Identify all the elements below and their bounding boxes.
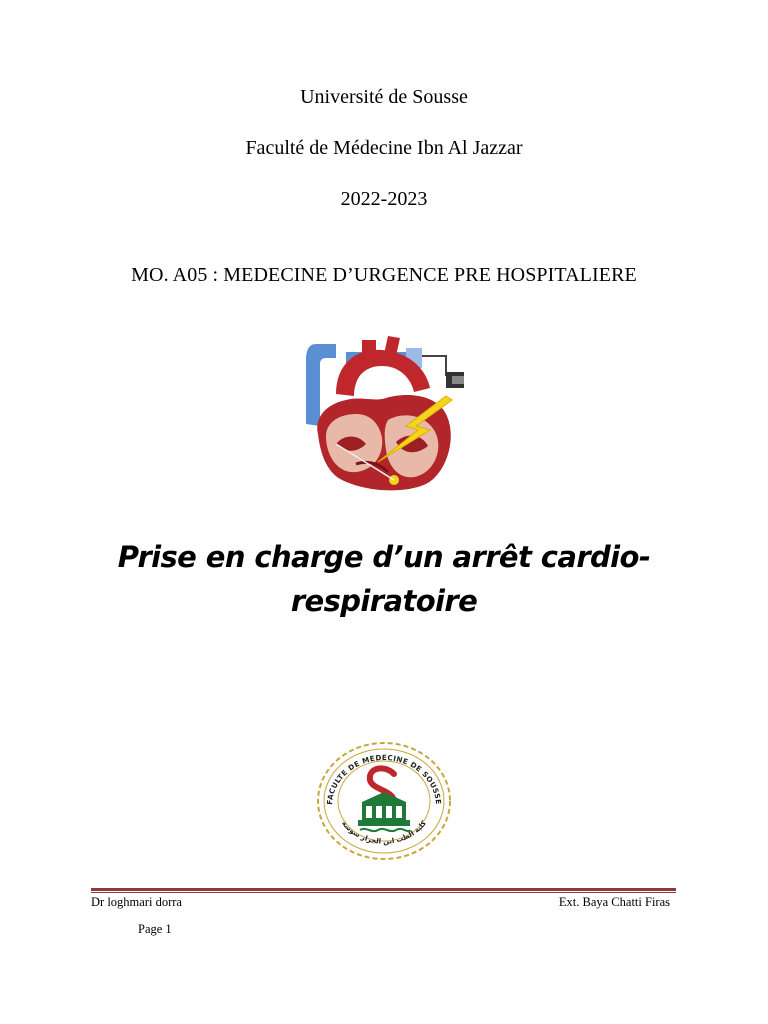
title-line-2: respiratoire xyxy=(290,584,478,618)
title-line-1: Prise en charge d’un arrêt cardio- xyxy=(117,540,651,574)
svg-text:كلية الطب ابن الجزار سوسة: كلية الطب ابن الجزار سوسة xyxy=(340,819,428,846)
heart-defibrillator-icon xyxy=(296,334,468,494)
footer-rule-thin xyxy=(91,892,676,893)
footer-author: Dr loghmari dorra xyxy=(91,895,182,909)
footer-extern: Ext. Baya Chatti Firas xyxy=(558,895,670,909)
faculty-name: Faculté de Médecine Ibn Al Jazzar xyxy=(245,137,523,159)
document-title xyxy=(0,535,768,623)
university-name: Université de Sousse xyxy=(300,86,468,108)
academic-year: 2022-2023 xyxy=(340,188,428,210)
page-number: Page 1 xyxy=(138,922,172,936)
footer-rule-thick xyxy=(91,888,676,891)
svg-text:FACULTE DE MEDECINE DE SOUSSE: FACULTE DE MEDECINE DE SOUSSE xyxy=(324,752,444,806)
faculty-seal-logo xyxy=(314,740,454,862)
module-title: MO. A05 : MEDECINE D’URGENCE PRE HOSPITALIERE xyxy=(131,264,637,286)
